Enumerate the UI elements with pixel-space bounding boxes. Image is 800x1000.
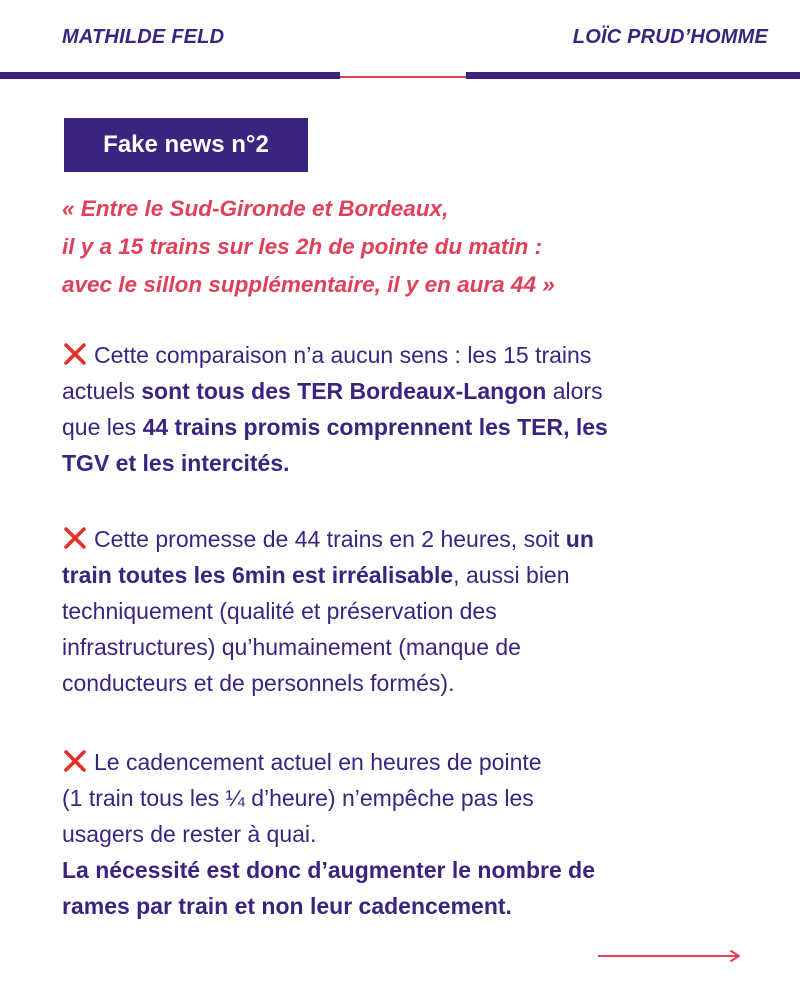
quote-line-2: il y a 15 trains sur les 2h de pointe du matin : [62, 234, 543, 259]
divider-center-line [340, 76, 466, 78]
point-1-line-4: TGV et les intercités. [62, 450, 290, 476]
point-1-line-1: Cette comparaison n’a aucun sens : les 15 trains [94, 342, 592, 368]
point-1-line-3b: 44 trains promis comprennent les TER, les [142, 414, 608, 440]
point-2-line-4: infrastructures) qu’humainement (manque de [62, 634, 521, 660]
point-3-line-3: usagers de rester à quai. [62, 821, 317, 847]
point-1-line-3a: que les [62, 414, 143, 440]
point-3-line-4: La nécessité est donc d’augmenter le nombre de [62, 857, 595, 883]
point-2-line-2b: , aussi bien [453, 562, 570, 588]
quote-block [62, 190, 782, 304]
point-2-line-1a: Cette promesse de 44 trains en 2 heures, soit [94, 526, 566, 552]
cross-mark-icon [62, 525, 88, 551]
point-1-line-2b: sont tous des TER Bordeaux-Langon [141, 378, 547, 404]
cross-mark-icon [62, 748, 88, 774]
point-1 [62, 337, 762, 481]
header-divider [0, 72, 800, 82]
point-2-line-5: conducteurs et de personnels formés). [62, 670, 455, 696]
author-name-left: MATHILDE FELD [62, 26, 225, 48]
divider-right-segment [466, 72, 800, 79]
point-2-line-3: techniquement (qualité et préservation des [62, 598, 497, 624]
point-1-line-2c: alors [546, 378, 603, 404]
next-arrow-icon[interactable] [598, 948, 744, 964]
point-3-line-5: rames par train et non leur cadencement. [62, 893, 512, 919]
point-3 [62, 744, 762, 924]
quote-line-3: avec le sillon supplémentaire, il y en aura 44 » [62, 272, 555, 297]
divider-left-segment [0, 72, 340, 79]
author-name-right: LOÏC PRUD’HOMME [572, 26, 768, 48]
point-2-line-2a: train toutes les 6min est irréalisable [62, 562, 454, 588]
point-1-line-2a: actuels [62, 378, 142, 404]
fake-news-badge: Fake news n°2 [64, 118, 308, 172]
quote-line-1: « Entre le Sud-Gironde et Bordeaux, [62, 196, 449, 221]
point-2-line-1b: un [565, 526, 594, 552]
header [62, 26, 768, 56]
point-2 [62, 521, 762, 701]
cross-mark-icon [62, 341, 88, 367]
point-3-line-2: (1 train tous les ¼ d’heure) n’empêche pas les [62, 785, 534, 811]
point-3-line-1: Le cadencement actuel en heures de pointe [94, 749, 542, 775]
